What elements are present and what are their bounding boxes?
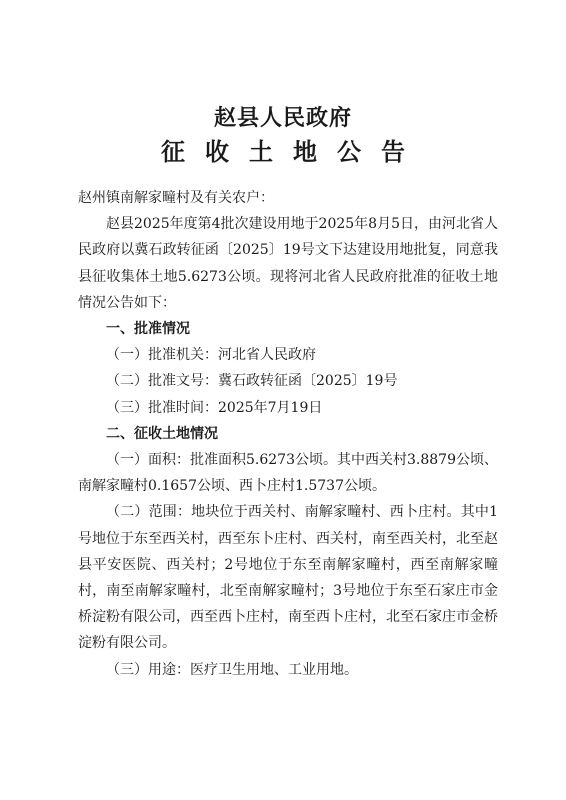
issuing-authority: 赵县人民政府 [213, 106, 352, 131]
intro-paragraph: 赵县2025年度第4批次建设用地于2025年8月5日，由河北省人民政府以冀石政转征函〔2025〕19号文下达建设用地批复，同意我县征收集体土地5.6273公顷。现将河北省人民政府批准的征收土地情况公告如下： [78, 216, 498, 311]
document-body [78, 185, 498, 683]
approval-authority: （一）批准机关：河北省人民政府 [106, 347, 316, 364]
land-area-paragraph: （一）面积：批准面积5.6273公顷。其中西关村3.8879公顷、南解家疃村0.1657公顷、西卜庄村1.5737公顷。 [78, 452, 498, 495]
approval-document-number: （二）批准文号：冀石政转征函〔2025〕19号 [106, 373, 398, 390]
land-scope-paragraph: （二）范围：地块位于西关村、南解家疃村、西卜庄村。其中1号地位于东至西关村，西至东卜庄村、西关村，南至西关村，北至赵县平安医院、西关村；2号地位于东至南解家疃村，西至南解家疃村，南至南解家疃村，北至南解家疃村；3号地位于东至石家庄市金桥淀粉有限公司，西至西卜庄村，南至西卜庄村，北至石家庄市金桥淀粉有限公司。 [78, 504, 498, 652]
land-use-paragraph: （三）用途：医疗卫生用地、工业用地。 [106, 661, 358, 678]
section-heading-approval: 一、批准情况 [106, 321, 190, 338]
salutation: 赵州镇南解家疃村及有关农户： [78, 190, 274, 206]
approval-date: （三）批准时间：2025年7月19日 [106, 399, 323, 416]
document-title: 征收土地公告 [161, 138, 425, 166]
section-heading-land: 二、征收土地情况 [106, 425, 218, 442]
